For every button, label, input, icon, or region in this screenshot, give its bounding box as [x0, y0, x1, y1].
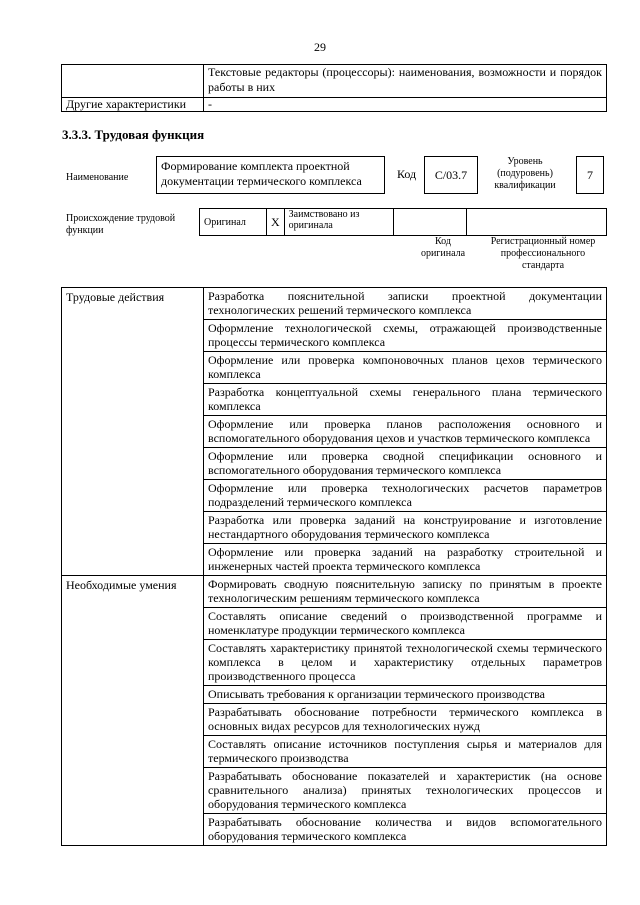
required-skill-row [62, 576, 607, 608]
required-skill-item: Разрабатывать обоснование потребности термического комплекса в основных видах ресурсов для технологических нужд [204, 704, 607, 736]
code-label: Код [397, 167, 417, 181]
origin-code-cell [393, 209, 466, 236]
labor-action-item: Оформление технологической схемы, отражающей производственные процессы термического комплекса [204, 320, 607, 352]
required-skill-item: Разрабатывать обоснование показателей и характеристик (на основе сравнительного анализа) принятых технологических процессов и оборудования термического комплекса [204, 768, 607, 814]
labor-action-item: Разработка пояснительной записки проектной документации технологических решений термического комплекса [204, 288, 607, 320]
top-row1-value: Текстовые редакторы (процессоры): наименования, возможности и порядок работы в них [204, 65, 607, 98]
required-skill-item: Составлять характеристику принятой технологической схемы термического комплекса в целом и характеристику отдельных параметров производственного процесса [204, 640, 607, 686]
origin-regnum-cell [466, 209, 606, 236]
level-value: 7 [587, 168, 593, 182]
labor-action-item: Оформление или проверка компоновочных планов цехов термического комплекса [204, 352, 607, 384]
required-skill-item: Формировать сводную пояснительную записку по принятым в проекте технологическим решениям термического комплекса [204, 576, 607, 608]
origin-label: Происхождение трудовой функции [66, 213, 176, 236]
code-original-caption: Код оригинала [420, 236, 466, 259]
required-skill-item: Составлять описание источников поступления сырья и материалов для термического производства [204, 736, 607, 768]
labor-action-item: Оформление или проверка заданий на разработку строительной и инженерных частей проекта термического комплекса [204, 544, 607, 576]
level-value-box [576, 156, 604, 194]
labor-action-item: Оформление или проверка сводной спецификации основного и вспомогательного оборудования термического комплекса [204, 448, 607, 480]
labor-action-label: Трудовые действия [62, 288, 204, 576]
level-label: Уровень (подуровень) квалификации [494, 156, 556, 191]
original-mark: X [267, 209, 285, 236]
labor-function-table [61, 287, 607, 846]
regnum-caption: Регистрационный номер профессионального стандарта [490, 236, 596, 271]
origin-table [199, 208, 607, 236]
labor-action-item: Оформление или проверка технологических расчетов параметров подразделений термического комплекса [204, 480, 607, 512]
name-value: Формирование комплекта проектной документации термического комплекса [161, 159, 362, 188]
labor-action-item: Разработка или проверка заданий на конструирование и изготовление нестандартного оборудования термического комплекса [204, 512, 607, 544]
borrowed-label: Заимствовано из оригинала [284, 209, 393, 236]
labor-action-row [62, 288, 607, 320]
page-number: 29 [314, 40, 326, 54]
code-value-box [424, 156, 478, 194]
original-label: Оригинал [200, 209, 267, 236]
required-skill-item: Описывать требования к организации термического производства [204, 686, 607, 704]
top-row2-value: - [204, 98, 607, 112]
required-skill-item: Составлять описание сведений о производственной программе и номенклатуре продукции термического комплекса [204, 608, 607, 640]
labor-action-item: Оформление или проверка планов расположения основного и вспомогательного оборудования цехов и участков термического комплекса [204, 416, 607, 448]
required-skill-label: Необходимые умения [62, 576, 204, 846]
labor-action-item: Разработка концептуальной схемы генерального плана термического комплекса [204, 384, 607, 416]
required-skill-item: Разрабатывать обоснование количества и видов вспомогательного оборудования термического комплекса [204, 814, 607, 846]
code-value: C/03.7 [434, 168, 468, 182]
name-value-box [156, 156, 385, 194]
name-label: Наименование [66, 172, 129, 183]
section-title: 3.3.3. Трудовая функция [62, 127, 205, 142]
top-row1-label [62, 65, 204, 98]
top-row2-label: Другие характеристики [62, 98, 204, 112]
top-characteristics-table [61, 64, 607, 112]
